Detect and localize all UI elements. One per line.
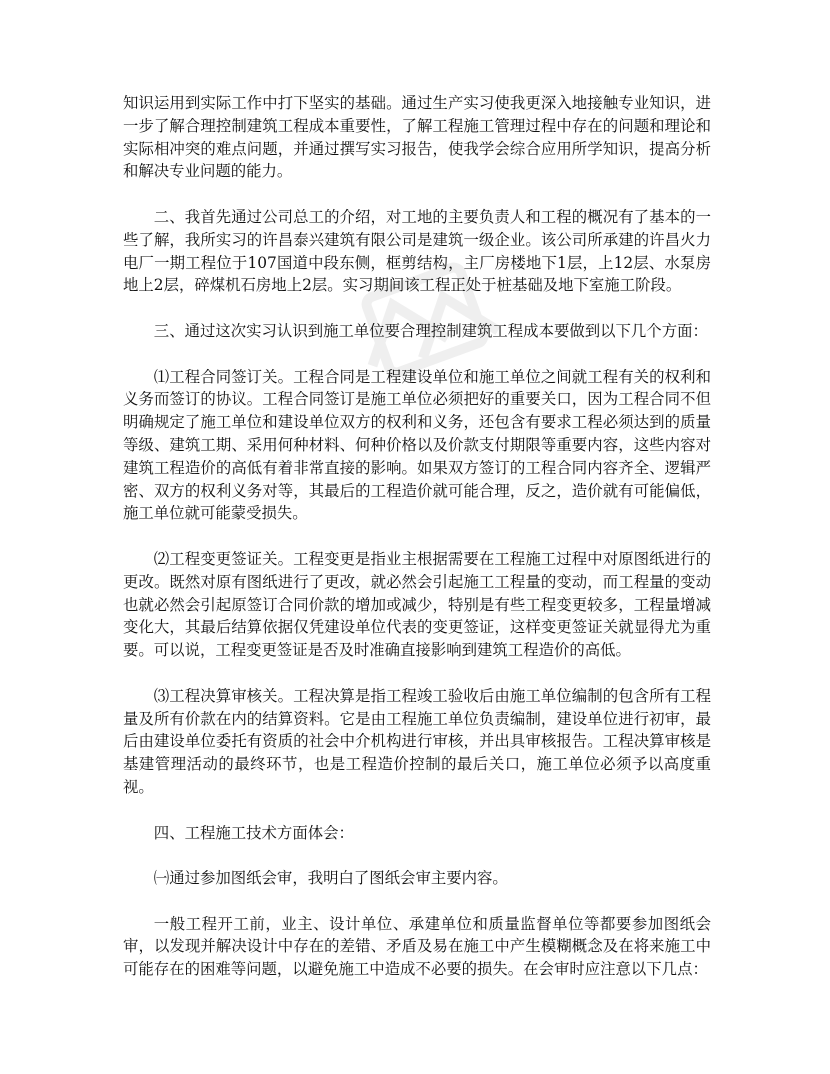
- document-body: [123, 92, 711, 981]
- paragraph-section-four-heading: 四、工程施工技术方面体会：: [153, 823, 354, 842]
- paragraph-change-visa: ⑵工程变更签证关。工程变更是指业主根据需要在工程施工过程中对原图纸进行的更改。既然对原有图纸进行了更改，就必然会引起施工工程量的变动，而工程量的变动也就必然会引起原签订合同价款的增加或减少，特别是有些工程变更较多，工程量增减变化大，其最后结算依据仅凭建设单位代表的变更签证，这样变更签证关就显得尤为重要。可以说，工程变更签证是否及时准确直接影响到建筑工程造价的高低。: [123, 549, 711, 660]
- paragraph-contract-signing: ⑴工程合同签订关。工程合同是工程建设单位和施工单位之间就工程有关的权利和义务而签订的协议。工程合同签订是施工单位必须把好的重要关口，因为工程合同不但明确规定了施工单位和建设单位双方的权利和义务，还包含有要求工程必须达到的质量等级、建筑工期、采用何种材料、何种价格以及价款支付期限等重要内容，这些内容对建筑工程造价的高低有着非常直接的影响。如果双方签订的工程合同内容齐全、逻辑严密、双方的权利义务对等，其最后的工程造价就可能合理，反之，造价就有可能偏低，施工单位就可能蒙受损失。: [123, 367, 711, 523]
- paragraph-final-account-review: ⑶工程决算审核关。工程决算是指工程竣工验收后由施工单位编制的包含所有工程量及所有价款在内的结算资料。它是由工程施工单位负责编制，建设单位进行初审，最后由建设单位委托有资质的社会中介机构进行审核，并出具审核报告。工程决算审核是基建管理活动的最终环节，也是工程造价控制的最后关口，施工单位必须予以高度重视。: [123, 686, 711, 796]
- paragraph-drawing-review-heading: ㈠通过参加图纸会审，我明白了图纸会审主要内容。: [153, 869, 508, 888]
- paragraph-section-three: 三、通过这次实习认识到施工单位要合理控制建筑工程成本要做到以下几个方面：: [153, 321, 708, 340]
- paragraph-drawing-review-body: 一般工程开工前，业主、设计单位、承建单位和质量监督单位等都要参加图纸会审，以发现并解决设计中存在的差错、矛盾及易在施工中产生模糊概念及在将来施工中可能存在的困难等问题，以避免施工中造成不必要的损失。在会审时应注意以下几点：: [123, 914, 711, 979]
- paragraph-section-two: 二、我首先通过公司总工的介绍，对工地的主要负责人和工程的概况有了基本的一些了解，我所实习的许昌泰兴建筑有限公司是建筑一级企业。该公司所承建的许昌火力电厂一期工程位于107国道中段东侧，框剪结构，主厂房楼地下1层，上12层、水泵房地上2层，碎煤机石房地上2层。实习期间该工程正处于桩基础及地下室施工阶段。: [123, 207, 711, 295]
- paragraph-intro-continuation: 知识运用到实际工作中打下坚实的基础。通过生产实习使我更深入地接触专业知识，进一步了解合理控制建筑工程成本重要性，了解工程施工管理过程中存在的问题和理论和实际相冲突的难点问题，并通过撰写实习报告，使我学会综合应用所学知识，提高分析和解决专业问题的能力。: [123, 94, 711, 181]
